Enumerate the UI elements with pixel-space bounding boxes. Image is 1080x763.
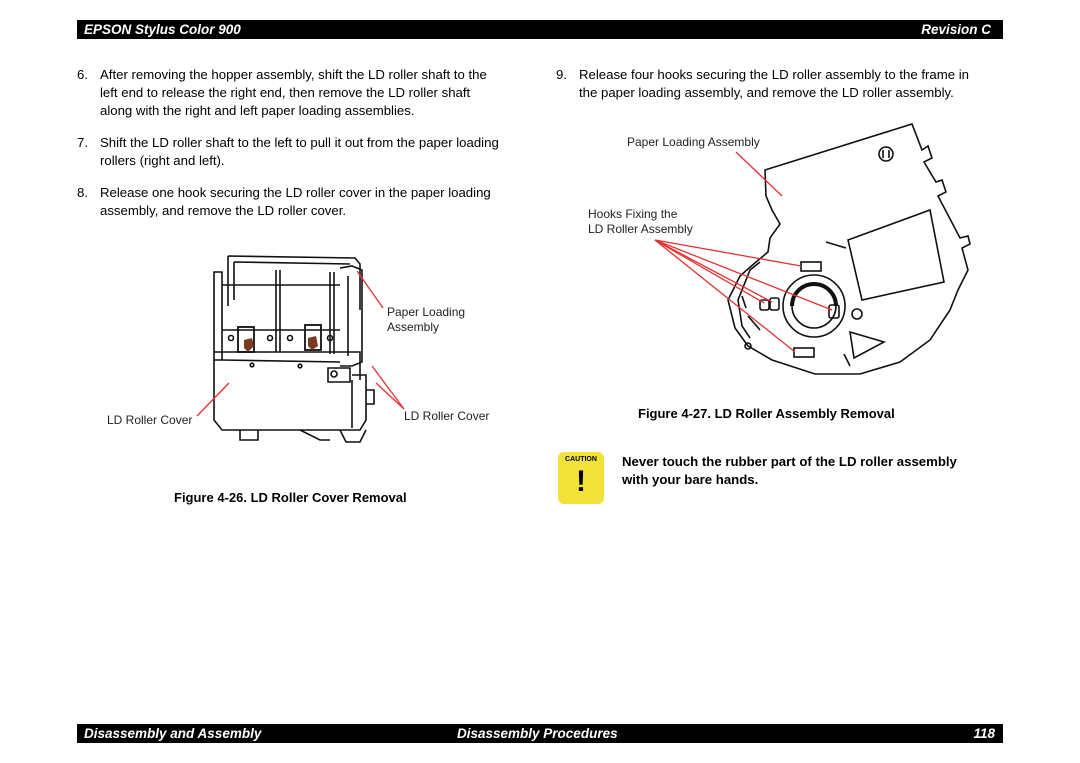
header-title: EPSON Stylus Color 900 (84, 22, 241, 37)
label-paper-loading-assembly-fig27: Paper Loading Assembly (627, 135, 760, 149)
step-text-line: After removing the hopper assembly, shift the LD roller shaft to the (100, 67, 487, 82)
step-text-line: the paper loading assembly, and remove the LD roller assembly. (579, 85, 954, 100)
exclamation-icon: ! (576, 465, 586, 498)
step-number: 9. (556, 67, 567, 82)
step-text-line: Shift the LD roller shaft to the left to pull it out from the paper loading (100, 135, 499, 150)
caution-icon (558, 452, 604, 504)
header-revision: Revision C (921, 22, 991, 37)
step-text-line: assembly, and remove the LD roller cover. (100, 203, 347, 218)
label-line: LD Roller Assembly (588, 222, 693, 236)
label-line: Paper Loading (387, 305, 466, 319)
label-ld-roller-cover-right: LD Roller Cover (404, 409, 490, 423)
caution-text-line: with your bare hands. (622, 472, 759, 487)
caution-text (622, 453, 1002, 489)
step-number: 7. (77, 135, 88, 150)
step-text-line: Release one hook securing the LD roller cover in the paper loading (100, 185, 491, 200)
label-paper-loading-assembly (387, 305, 465, 335)
ld-roller-assembly-illustration (720, 120, 970, 380)
step-number: 6. (77, 67, 88, 82)
label-ld-roller-cover-left: LD Roller Cover (107, 413, 193, 427)
footer-section: Disassembly and Assembly (84, 726, 262, 741)
footer-page-number: 118 (973, 726, 995, 741)
ld-roller-cover-illustration (200, 250, 400, 450)
label-line: Hooks Fixing the (588, 207, 678, 221)
page-footer (77, 724, 1003, 743)
label-hooks-fixing (588, 207, 693, 237)
step-text-line: left end to release the right end, then remove the LD roller shaft (100, 85, 471, 100)
step-text-line: rollers (right and left). (100, 153, 225, 168)
label-line: Assembly (387, 320, 440, 334)
step-text-line: along with the right and left paper loading assemblies. (100, 103, 415, 118)
figure-26-caption: Figure 4-26. LD Roller Cover Removal (174, 490, 407, 505)
footer-chapter: Disassembly Procedures (457, 726, 618, 741)
step-number: 8. (77, 185, 88, 200)
figure-27-caption: Figure 4-27. LD Roller Assembly Removal (638, 406, 895, 421)
caution-text-line: Never touch the rubber part of the LD roller assembly (622, 454, 957, 469)
step-text-line: Release four hooks securing the LD roller assembly to the frame in (579, 67, 969, 82)
page-header (77, 20, 1003, 39)
caution-icon-label: CAUTION (565, 456, 597, 463)
